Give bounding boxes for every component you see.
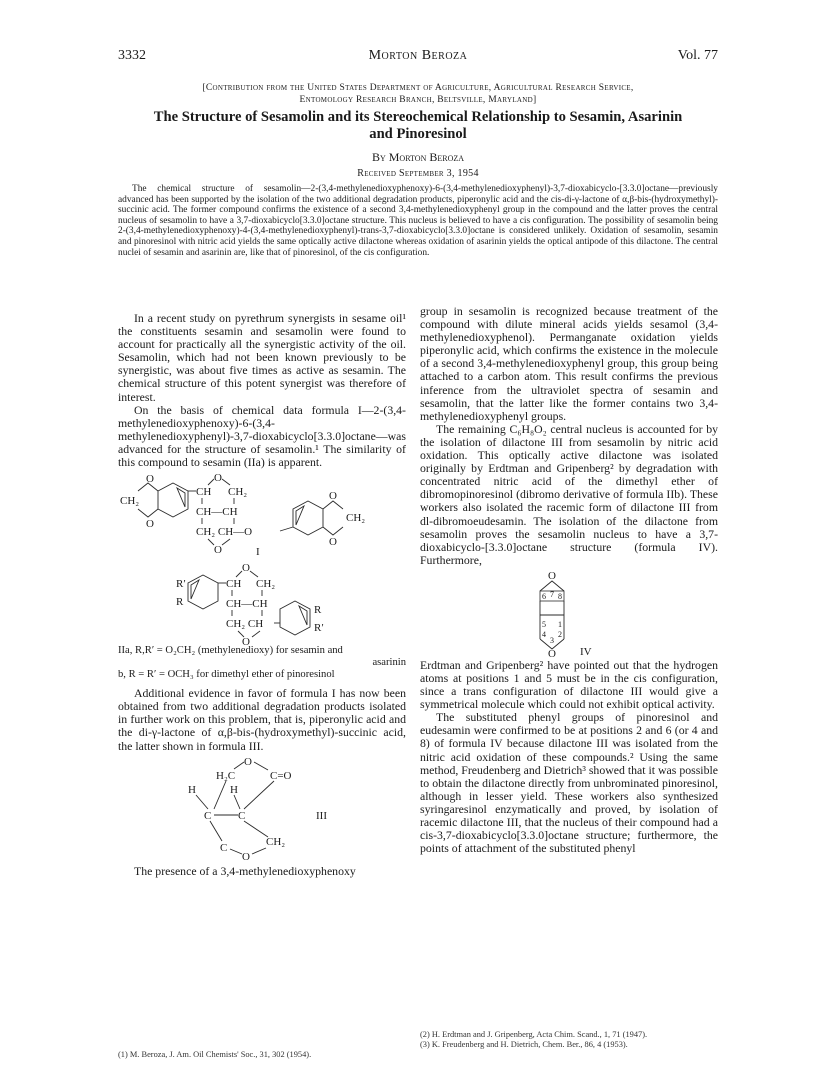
atom-O: O — [242, 562, 250, 575]
volume-number: Vol. 77 — [677, 48, 718, 63]
position-6: 6 — [542, 591, 546, 601]
position-4: 4 — [542, 629, 546, 639]
atom-O: O — [244, 755, 252, 768]
abstract: The chemical structure of sesamolin—2-(3,4-methylenedioxyphenoxy)-6-(3,4-methylenedioxyphenyl)-3,7-dioxabicyclo-[3.3.0]octane—previously advanced has been supported by the isolation of the two additional degradation products, piperonylic acid and the cis-di-γ-lactone of α,β-bis-(hydroxymethyl)-succinic acid. The former compound confirms the existence of a second 3,4-methylenedioxyphenyl group in the compound and the latter proves the central nucleus of sesamolin to have a 3,7-dioxabicyclo[3.3.0]octane structure. This nucleus is believed to have a cis configuration. The possibility of sesamolin being 2-(3,4-methylenedioxyphenoxy)-4-(3,4-methylenedioxyphenyl)-trans-3,7-dioxabicyclo[3.3.0]octane is considered unlikely. Oxidation of sesamolin, sesamin and pinoresinol with nitric acid yields the same optically active dilactone whereas oxidation of asarinin yields the optical antipode of this dilactone. The central nuclei of sesamin and asarinin are, like that of pinoresinol, of the cis configuration. — [118, 184, 718, 258]
position-7: 7 — [550, 589, 554, 599]
formula-II-caption — [118, 645, 406, 681]
running-header — [118, 48, 718, 70]
formula-label-IV: IV — [580, 645, 592, 658]
atom-CH2-CH: CH₂ CH — [226, 618, 264, 631]
left-column — [118, 312, 406, 878]
running-author: Morton Beroza — [368, 48, 468, 63]
atom-O: O — [548, 647, 556, 659]
atom-CH: CH — [196, 486, 212, 499]
atom-C: C — [204, 809, 212, 822]
page-number: 3332 — [118, 48, 146, 63]
benzene-inner-bond — [191, 580, 199, 599]
benzene-inner-bond — [299, 606, 307, 625]
atom-H2C: H₂C — [216, 769, 236, 782]
formula-label-I: I — [256, 546, 260, 558]
atom-O: O — [146, 518, 154, 531]
formula-IV-structure — [420, 567, 718, 659]
atom-C: C — [220, 841, 228, 854]
atom-O: O — [214, 544, 222, 557]
methylenedioxy-bridge — [323, 527, 343, 535]
contribution-note — [118, 82, 718, 106]
substituent-R: R — [314, 604, 322, 617]
atom-O: O — [242, 636, 250, 646]
footnote-3: (3) K. Freudenberg and H. Dietrich, Chem. Ber., 86, 4 (1953). — [420, 1040, 628, 1049]
caption-line: asarinin — [372, 657, 406, 669]
substituent-R: R — [176, 596, 184, 609]
formula-II-structure — [118, 557, 406, 645]
paragraph: Additional evidence in favor of formula I has now been obtained from two additional degradation products isolated in further work on this problem, that is, piperonylic acid and the di-γ-lactone of α,β-bis-(hydroxymethyl)-succinic acid, the latter shown in formula III. — [118, 686, 406, 753]
atom-CH2-CH-O: CH₂ CH—O — [196, 526, 253, 539]
atom-CH: CH — [226, 578, 242, 591]
benzene-ring-right — [293, 501, 323, 535]
atom-C: C — [238, 809, 246, 822]
position-5: 5 — [542, 619, 546, 629]
caption-line: IIa, R,R′ = O₂CH₂ (methylenedioxy) for sesamin and — [118, 645, 343, 657]
atom-CH2: CH₂ — [266, 835, 286, 848]
contribution-line-2: Entomology Research Branch, Beltsville, Maryland] — [299, 95, 537, 105]
position-2: 2 — [558, 629, 562, 639]
benzene-ring-left — [158, 483, 188, 517]
atom-CH2: CH₂ — [120, 495, 140, 508]
benzene-ring-left — [188, 575, 218, 609]
paragraph: On the basis of chemical data formula I—2-(3,4-methylenedioxyphenoxy)-6-(3,4-methylenedioxyphenyl)-3,7-dioxabicyclo[3.3.0]octane—was advanced for the structure of sesamolin.¹ The similarity of this compound to sesamin (IIa) is apparent. — [118, 402, 406, 470]
right-column — [420, 305, 718, 855]
benzene-inner-bond — [296, 506, 304, 525]
atom-H: H — [188, 783, 196, 796]
atom-O: O — [242, 850, 250, 861]
footnote-2: (2) H. Erdtman and J. Gripenberg, Acta Chim. Scand., 1, 71 (1947). — [420, 1030, 648, 1039]
paragraph: The remaining C₆H₈O₂ central nucleus is accounted for by the isolation of dilactone III from sesamolin by nitric acid oxidation. This optically active dilactone was isolated originally by Erdtman and Gripenberg² by degradation with concentrated nitric acid of the dimethyl ether of dibromopinoresinol (dibromo derivative of formula IIb). These workers also isolated the racemic form of dilactone III from dl-dibromoeudesamin. The isolation of the dilactone from sesamolin proves the sesamolin nucleus to have a 3,7-dioxabicyclo-[3.3.0]octane structure (formula IV). Furthermore, — [420, 421, 718, 567]
position-3: 3 — [550, 635, 554, 645]
atom-O: O — [329, 490, 337, 503]
footnotes-right — [420, 1030, 718, 1050]
atom-C-double-O: C=O — [270, 769, 292, 782]
atom-CH-CH: CH—CH — [226, 598, 268, 611]
paragraph: The presence of a 3,4-methylenedioxyphenoxy — [134, 863, 356, 878]
contribution-line-1: [Contribution from the United States Department of Agriculture, Agricultural Research Service, — [202, 83, 634, 93]
atom-O: O — [329, 536, 337, 549]
position-1: 1 — [558, 619, 562, 629]
benzene-ring-right — [280, 601, 310, 635]
paragraph: In a recent study on pyrethrum synergists in sesame oil¹ the constituents sesamin and sesamolin were found to account for practically all the synergistic activity of the oil. Sesamolin, which had not been known previously to be synergistic, was about five times as active as sesamin. The chemical structure of this potent synergist was therefore of interest. — [118, 311, 406, 404]
position-8: 8 — [558, 591, 562, 601]
atom-CH2: CH₂ — [228, 486, 248, 499]
substituent-R-prime: R′ — [176, 578, 186, 591]
atom-CH-CH: CH—CH — [196, 506, 238, 519]
received-date: Received September 3, 1954 — [357, 168, 479, 179]
atom-O: O — [214, 472, 222, 485]
paragraph: group in sesamolin is recognized because treatment of the compound with dilute mineral acids yields sesamol (3,4-methylenedioxyphenol). Permanganate oxidation yields piperonylic acid, which confirms the existence in the molecule of a second 3,4-methylenedioxyphenyl group, this group being attached to a carbon atom. This result confirms the previous inference from the ultraviolet spectra of sesamin and sesamolin, that the latter like the former contains two 3,4-methylenedioxyphenyl groups. — [420, 304, 718, 423]
substituent-R-prime: R′ — [314, 622, 324, 635]
atom-O: O — [548, 569, 556, 582]
paragraph: The substituted phenyl groups of pinoresinol and eudesamin were confirmed to be at positions 2 and 6 (or 4 and 8) of formula IV because dilactone III was isolated from the nitric acid oxidation of these compounds.² Using the same method, Freudenberg and Dietrich³ showed that it was possible to obtain the dilactone directly from unbrominated pinoresinol, although in lesser yield. These workers also synthesized syringaresinol enzymatically and proved, by isolation of racemic dilactone III, that the nucleus of their compound had a cis-3,7-dioxabicyclo[3.3.0]octane structure; furthermore, the points of attachment of the substituted phenyl — [420, 710, 718, 856]
atom-O: O — [146, 473, 154, 486]
title-line-1: The Structure of Sesamolin and its Stereochemical Relationship to Sesamin, Asarinin — [153, 109, 683, 125]
article-title — [118, 109, 718, 143]
methylenedioxy-bridge — [323, 501, 343, 509]
formula-label-III: III — [316, 809, 327, 822]
formula-III-structure — [118, 753, 406, 861]
paragraph: Erdtman and Gripenberg² have pointed out that the hydrogen atoms at positions 1 and 5 must be in the cis configuration, since a trans configuration of dilactone III would give a symmetrical molecule which could not exhibit optical activity. — [420, 657, 718, 712]
caption-line: b, R = R′ = OCH₃ for dimethyl ether of pinoresinol — [118, 669, 335, 681]
atom-CH2: CH₂ — [256, 578, 276, 591]
methylenedioxy-bridge — [138, 509, 158, 517]
title-line-2: and Pinoresinol — [369, 126, 467, 142]
atom-CH2: CH₂ — [346, 512, 366, 525]
atom-H: H — [230, 783, 238, 796]
formula-I-structure — [118, 469, 406, 557]
footnote-1: (1) M. Beroza, J. Am. Oil Chemists' Soc., 31, 302 (1954). — [118, 1050, 312, 1059]
byline: By Morton Beroza — [371, 150, 465, 164]
benzene-inner-bond — [177, 488, 185, 507]
